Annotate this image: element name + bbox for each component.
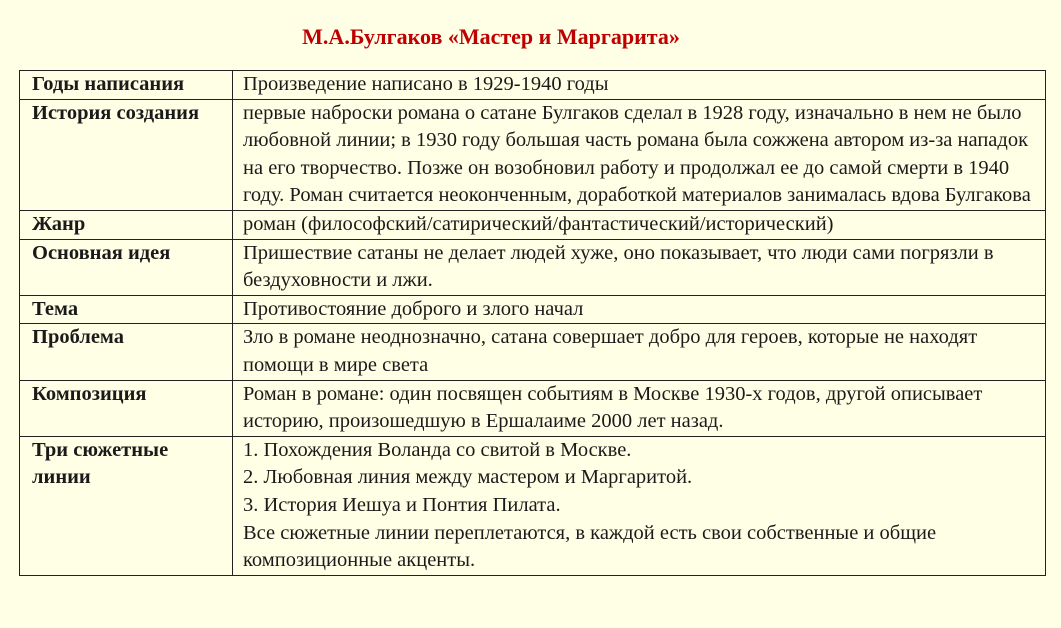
- table-row: [20, 71, 1046, 100]
- page-title: М.А.Булгаков «Мастер и Маргарита»: [302, 24, 680, 49]
- row-label-genre: Жанр: [20, 210, 233, 239]
- row-label-history: История создания: [20, 99, 233, 210]
- info-table: [19, 70, 1046, 576]
- row-label-theme: Тема: [20, 295, 233, 324]
- row-content-years: Произведение написано в 1929-1940 годы: [233, 71, 1046, 100]
- plot-line-item: 1. Похождения Воланда со свитой в Москве.: [243, 438, 632, 461]
- table-row: [20, 380, 1046, 436]
- row-content-composition: Роман в романе: один посвящен событиям в Москве 1930-х годов, другой описывает историю, произошедшую в Ершалаиме 2000 лет назад.: [233, 380, 1046, 436]
- row-content-main-idea: Пришествие сатаны не делает людей хуже, оно показывает, что люди сами погрязли в бездуховности и лжи.: [233, 239, 1046, 295]
- row-content-genre: роман (философский/сатирический/фантастический/исторический): [233, 210, 1046, 239]
- table-row: [20, 210, 1046, 239]
- row-label-years: Годы написания: [20, 71, 233, 100]
- plot-lines-summary: Все сюжетные линии переплетаются, в каждой есть свои собственные и общие композиционные акценты.: [243, 521, 937, 572]
- table-row: [20, 239, 1046, 295]
- table-row: [20, 436, 1046, 575]
- row-label-problem: Проблема: [20, 324, 233, 380]
- plot-line-item: 3. История Иешуа и Понтия Пилата.: [243, 493, 561, 516]
- row-content-history: первые наброски романа о сатане Булгаков сделал в 1928 году, изначально в нем не было любовной линии; в 1930 году большая часть романа была сожжена автором из-за нападок на его творчество. Позже он возобновил работу и продолжал ее до самой смерти в 1940 году. Роман считается неоконченным, доработкой материалов занималась вдова Булгакова: [233, 99, 1046, 210]
- row-content-plot-lines: [233, 436, 1046, 575]
- table-row: [20, 295, 1046, 324]
- row-label-main-idea: Основная идея: [20, 239, 233, 295]
- plot-line-item: 2. Любовная линия между мастером и Маргаритой.: [243, 466, 693, 489]
- row-content-theme: Противостояние доброго и злого начал: [233, 295, 1046, 324]
- table-row: [20, 324, 1046, 380]
- row-label-plot-lines: Три сюжетные линии: [20, 436, 233, 575]
- table-row: [20, 99, 1046, 210]
- row-content-problem: Зло в романе неоднозначно, сатана совершает добро для героев, которые не находят помощи в мире света: [233, 324, 1046, 380]
- row-label-composition: Композиция: [20, 380, 233, 436]
